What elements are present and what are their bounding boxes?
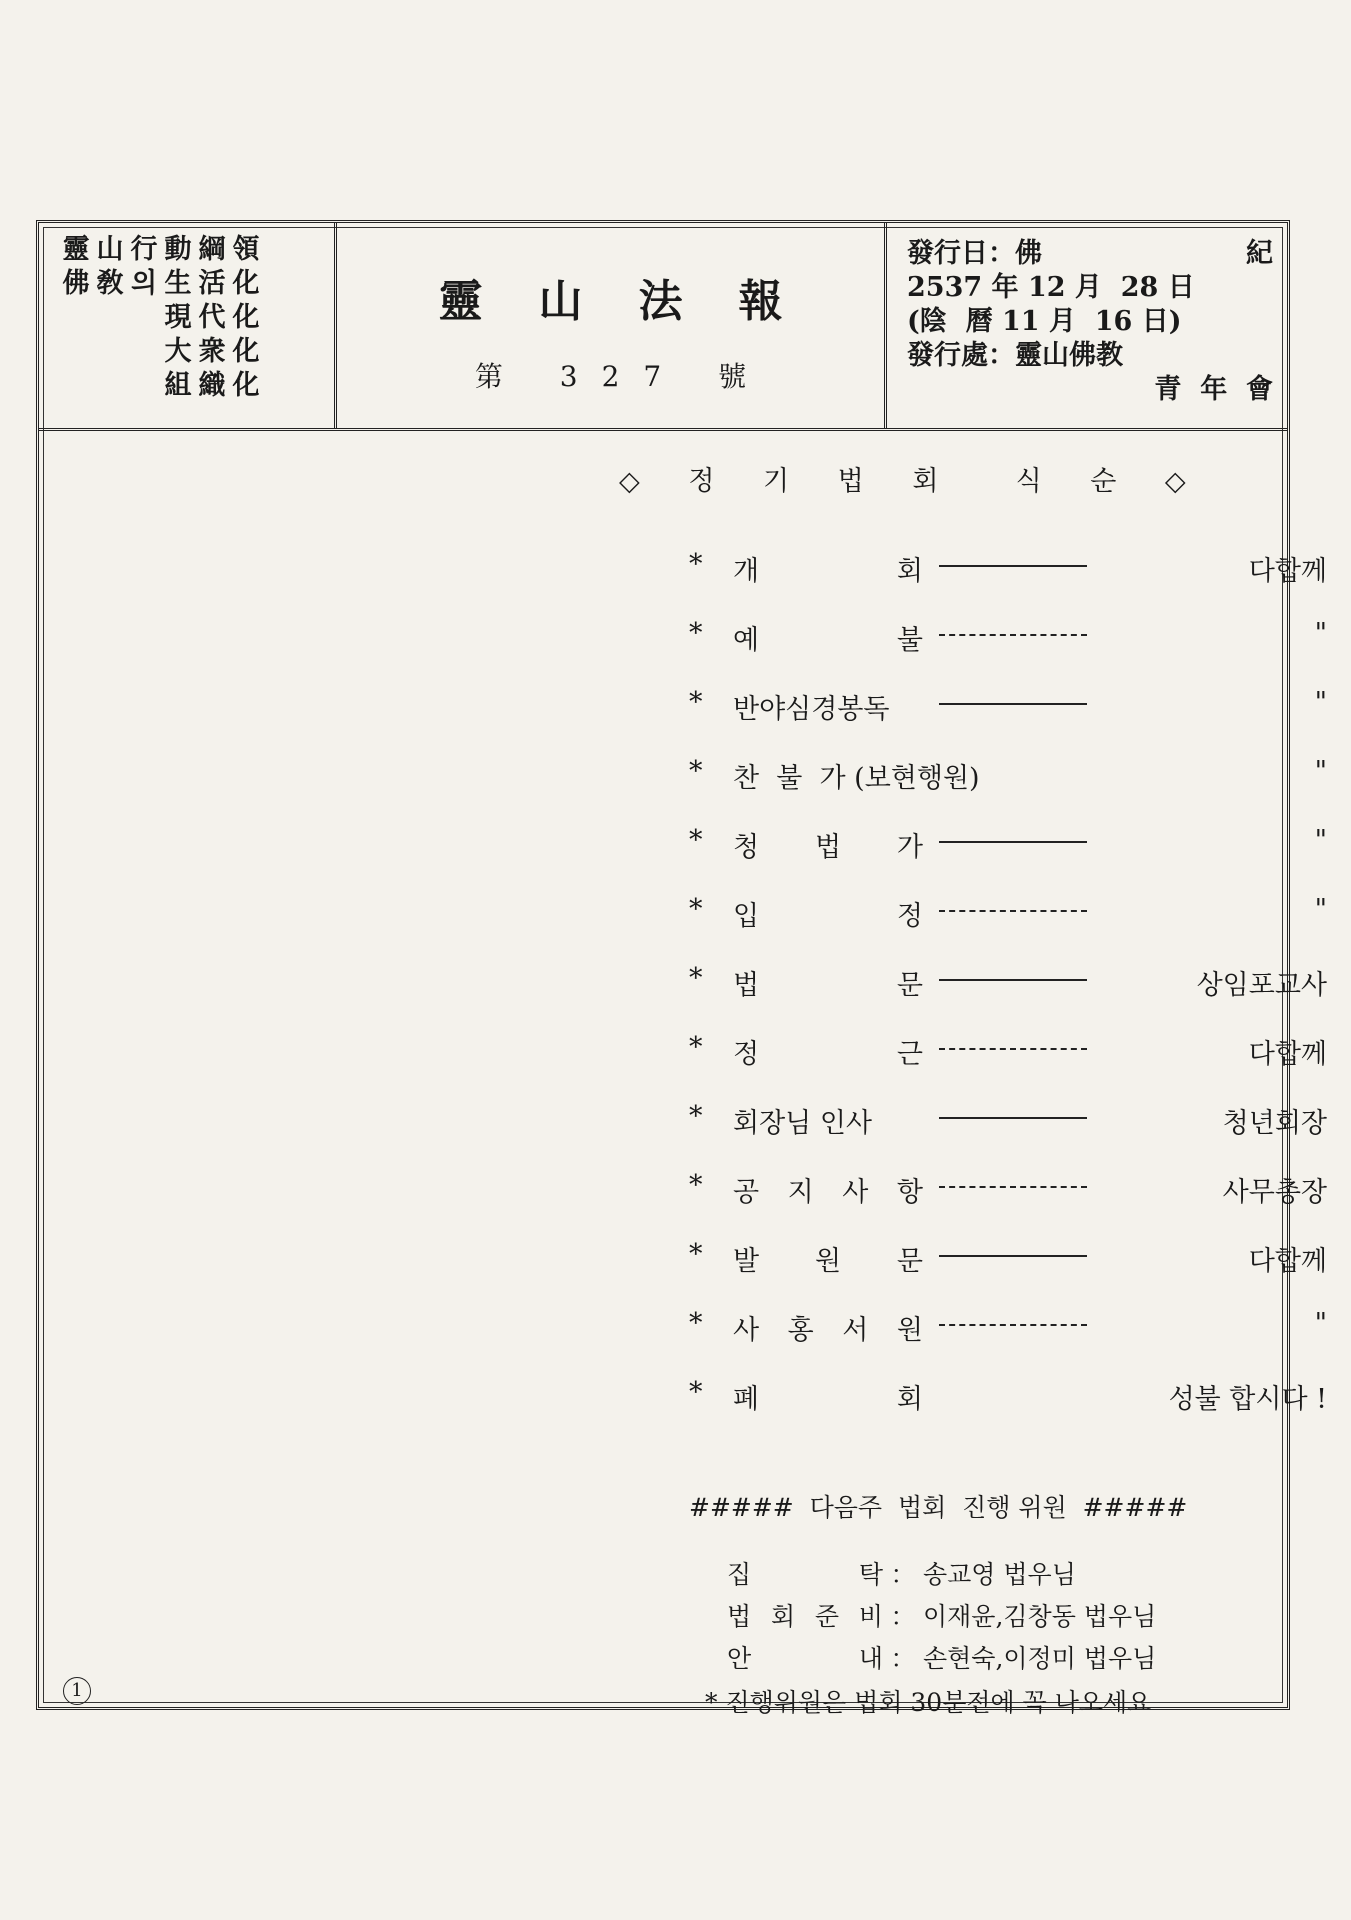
bullet-star: * — [689, 687, 703, 718]
bullet-star: * — [689, 894, 703, 925]
motto-char: 化 — [232, 370, 260, 401]
program-item-name — [733, 1239, 923, 1278]
pub-publisher: 發行處：靈山佛教 — [907, 340, 1123, 371]
program-item-name-char: 개 — [733, 556, 760, 587]
masthead — [39, 223, 1287, 431]
motto-char — [59, 301, 93, 335]
issue-number: 第 327 號 — [474, 360, 771, 393]
motto-char: 의 — [130, 268, 158, 299]
pub-row-lunar-date — [907, 305, 1273, 339]
program-item-leader: 다합께 — [1248, 1039, 1327, 1070]
program-item-name-char: 근 — [896, 1039, 923, 1070]
motto-char — [59, 335, 93, 369]
committee-role-char: 집 — [727, 1560, 752, 1589]
bullet-star: * — [689, 756, 703, 787]
pub-row-solar-date — [907, 271, 1273, 305]
motto-char — [127, 369, 161, 403]
program-item-name-char: 가 — [896, 832, 923, 863]
motto-char: 活 — [198, 268, 226, 299]
motto-char: 動 — [164, 234, 192, 265]
program-item-name-char: 폐 — [733, 1384, 760, 1415]
program-item-leader: " — [1314, 1308, 1327, 1339]
program-item-leader: " — [1314, 825, 1327, 856]
committee-role-char: 준 — [814, 1602, 840, 1631]
leader-line — [939, 565, 1087, 567]
pub-row-publisher-2 — [907, 373, 1273, 407]
program-item-name-char: 정 — [896, 901, 923, 932]
motto-row — [59, 335, 263, 369]
program-item-name-char: 원 — [814, 1246, 842, 1277]
bullet-star: * — [689, 1239, 703, 1270]
bullet-star: * — [689, 1170, 703, 1201]
body-area — [39, 431, 1327, 1717]
motto-char: 代 — [198, 302, 226, 333]
motto-char — [93, 335, 127, 369]
motto-row — [59, 369, 263, 403]
program-item-name-char: 입 — [733, 901, 760, 932]
program-item-name-char: 회 — [896, 1384, 923, 1415]
leader-line — [939, 1255, 1087, 1257]
program-item-name — [733, 1308, 923, 1347]
program-item-leader: 성불 합시다 ! — [1168, 1384, 1327, 1415]
program-item-leader: 상임포교사 — [1196, 970, 1327, 1001]
committee-role-char: 내 — [858, 1644, 883, 1673]
program-item-name-char: 사 — [842, 1177, 869, 1208]
motto-char: 大 — [164, 336, 192, 367]
program-item-name-char: 공 — [733, 1177, 760, 1208]
page-number: 1 — [63, 1677, 91, 1705]
pub-row-date-label — [907, 237, 1273, 271]
leader-line — [939, 1048, 1087, 1050]
motto-char: 佛 — [62, 268, 90, 299]
leader-line — [939, 703, 1087, 705]
committee-note: * 진행위원은 법회 30분전에 꼭 나오세요 — [705, 1688, 1152, 1717]
committee-title: ##### 다음주 법회 진행 위원 ##### — [689, 1493, 1188, 1522]
pub-date-label: 發行日：佛 — [907, 238, 1042, 269]
motto-char: 行 — [130, 234, 158, 265]
program-item-name-char: 불 — [896, 625, 923, 656]
program-title: ◇ 정 기 법 회 식 순 ◇ — [619, 466, 1206, 497]
motto-char — [93, 301, 127, 335]
committee-role-char: 회 — [770, 1602, 796, 1631]
program-item-name — [733, 894, 923, 933]
motto-char: 化 — [232, 268, 260, 299]
program-item-name-char: 법 — [814, 832, 842, 863]
motto-row — [59, 301, 263, 335]
program-item-leader: 다합께 — [1248, 1246, 1327, 1277]
committee-row — [727, 1639, 1156, 1675]
leader-line — [939, 1186, 1087, 1188]
program-item-name-char: 서 — [842, 1315, 869, 1346]
program-item-name-char: 사 — [733, 1315, 760, 1346]
program-item-leader: 사무총장 — [1222, 1177, 1327, 1208]
program-item-leader: " — [1314, 894, 1327, 925]
program-item-name — [733, 825, 923, 864]
motto-char: 領 — [232, 234, 260, 265]
action-principles — [59, 233, 263, 403]
program-item-name: 회장님 인사 — [733, 1108, 872, 1139]
leader-line — [939, 1324, 1087, 1326]
committee-names: 송교영 법우님 — [923, 1560, 1076, 1589]
committee-role — [727, 1555, 883, 1591]
program-item-name-char: 홍 — [787, 1315, 814, 1346]
pub-lunar-date: (陰 曆 11 月 16 日) — [907, 306, 1182, 337]
committee-row — [727, 1555, 1076, 1591]
motto-char: 組 — [164, 370, 192, 401]
bullet-star: * — [689, 1308, 703, 1339]
bullet-star: * — [689, 1377, 703, 1408]
motto-char: 敎 — [96, 268, 124, 299]
leader-line — [939, 841, 1087, 843]
program-item-name — [733, 1170, 923, 1209]
program-item-leader: " — [1314, 618, 1327, 649]
motto-char — [93, 369, 127, 403]
program-item-name-char: 법 — [733, 970, 760, 1001]
program-item-name: 반야심경봉독 — [733, 694, 890, 725]
bullet-star: * — [689, 1101, 703, 1132]
program-item-name-char: 정 — [733, 1039, 760, 1070]
committee-names: 손현숙,이정미 법우님 — [923, 1644, 1157, 1673]
program-item-leader: 청년회장 — [1222, 1108, 1327, 1139]
program-item-name: 찬 불 가 (보현행원) — [733, 763, 980, 794]
motto-char: 現 — [164, 302, 192, 333]
committee-colon: ： — [890, 1602, 916, 1631]
title-box — [337, 223, 887, 428]
motto-row — [59, 233, 263, 267]
pub-era-label: 紀 — [1246, 238, 1273, 269]
committee-colon: ： — [890, 1560, 916, 1589]
program-item-leader: 다합께 — [1248, 556, 1327, 587]
bullet-star: * — [689, 618, 703, 649]
program-item-leader: " — [1314, 756, 1327, 787]
motto-char: 綱 — [198, 234, 226, 265]
program-item-name-char: 문 — [896, 1246, 923, 1277]
program-item-leader: " — [1314, 687, 1327, 718]
program-item-name — [733, 1032, 923, 1071]
committee-role-char: 안 — [727, 1644, 752, 1673]
motto-char — [127, 301, 161, 335]
program-item-name-char: 원 — [896, 1315, 923, 1346]
motto-char: 衆 — [198, 336, 226, 367]
committee-role-char: 법 — [727, 1602, 752, 1631]
motto-char: 生 — [164, 268, 192, 299]
program-item-name — [733, 549, 923, 588]
program-item-name-char: 지 — [787, 1177, 814, 1208]
committee-role-char: 비 — [858, 1602, 883, 1631]
program-item-name — [733, 618, 923, 657]
motto-char: 化 — [232, 302, 260, 333]
newsletter-frame — [36, 220, 1327, 1717]
program-item-name — [733, 1377, 923, 1416]
publication-info-box — [887, 223, 1287, 428]
leader-line — [939, 910, 1087, 912]
program-item-name-char: 항 — [896, 1177, 923, 1208]
committee-colon: ： — [890, 1644, 916, 1673]
motto-char: 靈 — [62, 234, 90, 265]
pub-row-publisher — [907, 339, 1273, 373]
bullet-star: * — [689, 963, 703, 994]
program-item-name-char: 회 — [896, 556, 923, 587]
program-item-name-char: 예 — [733, 625, 760, 656]
leader-line — [939, 979, 1087, 981]
leader-line — [939, 634, 1087, 636]
motto-char — [127, 335, 161, 369]
committee-role-char: 탁 — [858, 1560, 883, 1589]
motto-char: 織 — [198, 370, 226, 401]
program-item-name — [733, 963, 923, 1002]
program-item-name-char: 청 — [733, 832, 760, 863]
bullet-star: * — [689, 825, 703, 856]
pub-publisher-2: 青 年 會 — [1154, 374, 1273, 405]
program-item-name-char: 발 — [733, 1246, 760, 1277]
leader-line — [939, 1117, 1087, 1119]
motto-row — [59, 267, 263, 301]
program-item-name-char: 문 — [896, 970, 923, 1001]
bullet-star: * — [689, 1032, 703, 1063]
motto-char: 山 — [96, 234, 124, 265]
motto-char — [59, 369, 93, 403]
committee-role — [727, 1597, 883, 1633]
motto-char: 化 — [232, 336, 260, 367]
newsletter-title: 靈山法報 — [438, 276, 839, 327]
pub-solar-date: 2537 年 12 月 28 日 — [907, 272, 1195, 303]
committee-row — [727, 1597, 1156, 1633]
bullet-star: * — [689, 549, 703, 580]
committee-role — [727, 1639, 883, 1675]
action-principles-box — [39, 223, 337, 428]
committee-names: 이재윤,김창동 법우님 — [923, 1602, 1157, 1631]
publication-info — [907, 237, 1273, 407]
